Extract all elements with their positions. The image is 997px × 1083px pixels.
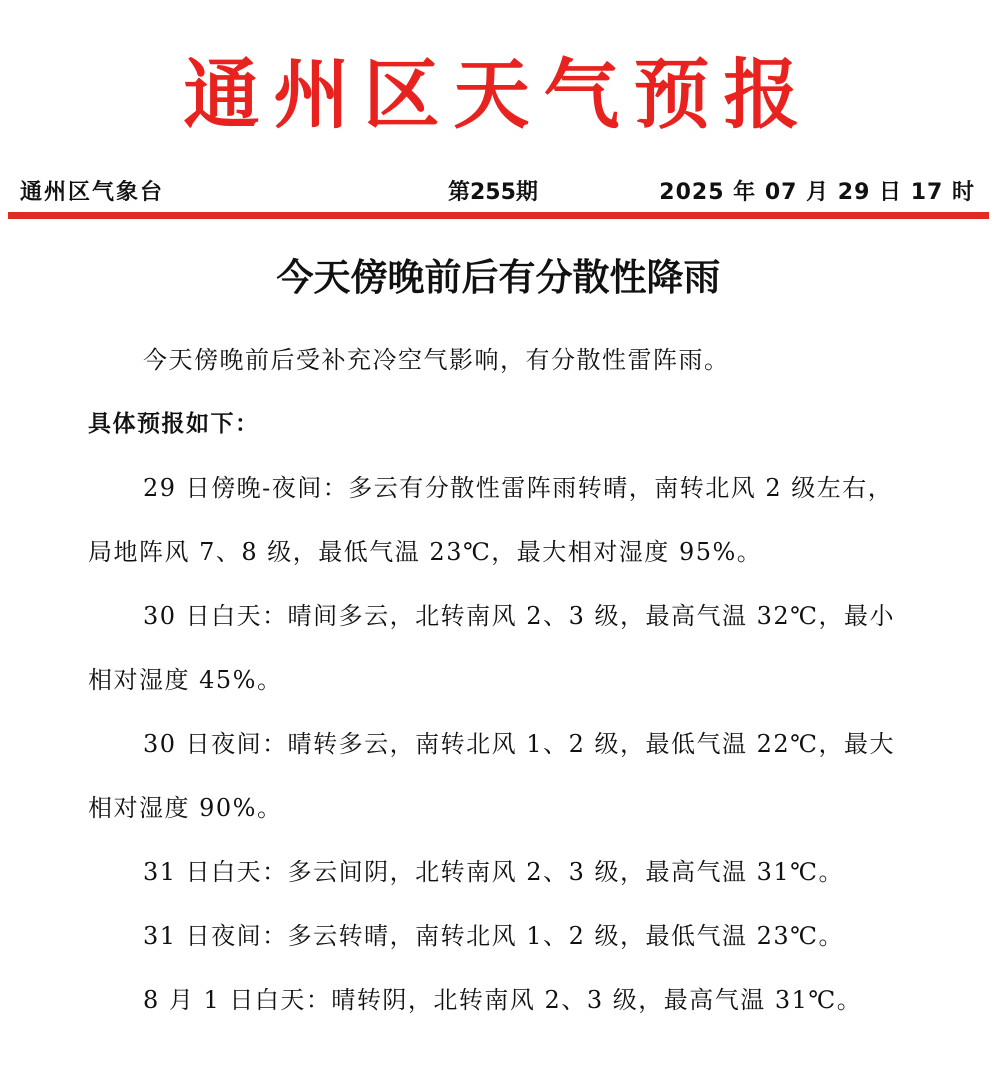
issue-time: 2025 年 07 月 29 日 17 时 (659, 180, 975, 205)
forecast-paragraph: 31 日白天：多云间阴，北转南风 2、3 级，最高气温 31℃。 (143, 858, 844, 886)
header-divider (8, 212, 989, 219)
forecast-paragraph: 8 月 1 日白天：晴转阴，北转南风 2、3 级，最高气温 31℃。 (143, 986, 863, 1014)
bulletin-headline: 今天傍晚前后有分散性降雨 (276, 256, 721, 299)
summary-paragraph: 今天傍晚前后受补充冷空气影响，有分散性雷阵雨。 (143, 346, 730, 374)
bulletin-body (88, 328, 908, 1032)
details-heading: 具体预报如下： (88, 411, 260, 437)
issue-number: 第255期 (448, 180, 538, 205)
forecast-paragraph: 30 日夜间：晴转多云，南转北风 1、2 级，最低气温 22℃，最大相对湿度 90%。 (88, 730, 895, 822)
forecast-paragraph: 29 日傍晚-夜间：多云有分散性雷阵雨转晴，南转北风 2 级左右，局地阵风 7、8 级，最低气温 23℃，最大相对湿度 95%。 (88, 474, 894, 566)
header-meta (20, 176, 975, 210)
forecast-paragraph: 31 日夜间：多云转晴，南转北风 1、2 级，最低气温 23℃。 (143, 922, 844, 950)
forecast-paragraph: 30 日白天：晴间多云，北转南风 2、3 级，最高气温 32℃，最小相对湿度 45%。 (88, 602, 895, 694)
issuer-name: 通州区气象台 (20, 180, 165, 205)
masthead-title: 通州区天气预报 (183, 50, 814, 139)
